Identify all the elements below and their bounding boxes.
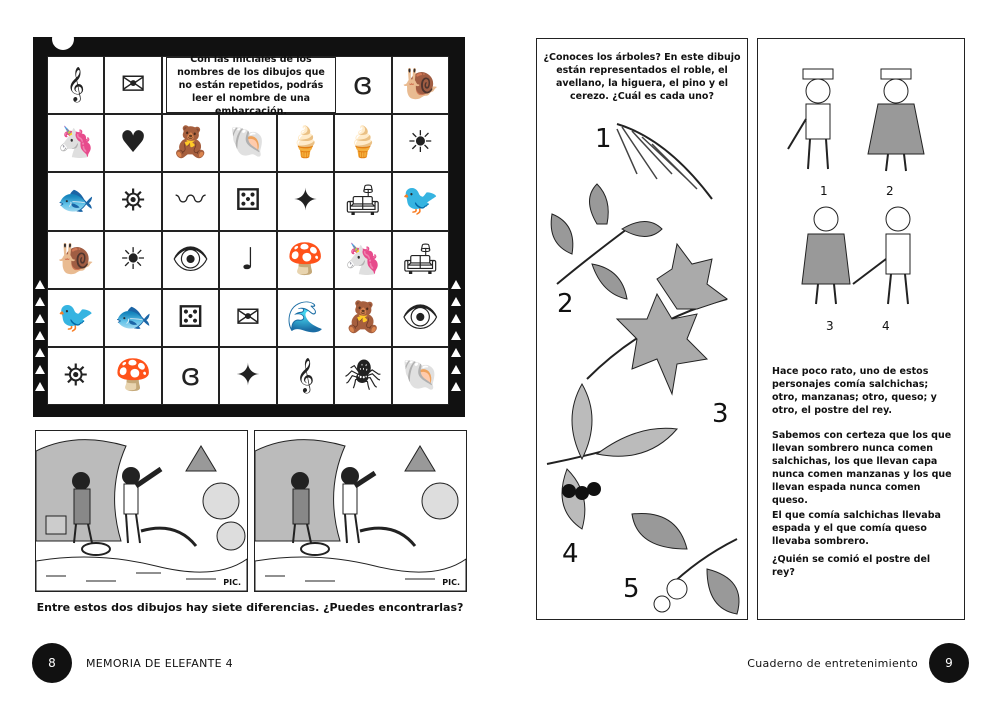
grid-cell — [219, 114, 276, 172]
wave-icon: 🌊 — [286, 299, 325, 335]
grid-cell — [219, 172, 276, 230]
page-number: 8 — [48, 656, 56, 670]
bird-icon: 🐦 — [401, 183, 439, 219]
wing-icon: 〰 — [175, 183, 206, 219]
lighthouse-icon: ⛯ — [63, 357, 88, 393]
teddy-bear-icon: 🧸 — [171, 125, 210, 161]
grid-cell — [104, 114, 161, 172]
lyre-icon: 𝄞 — [66, 67, 85, 103]
side-pattern-left — [35, 275, 47, 410]
snail-icon: 🐌 — [57, 241, 95, 277]
grid-cell — [277, 231, 334, 289]
mushroom-icon: 🍄 — [286, 241, 325, 277]
side-pattern-right — [451, 275, 463, 410]
character-number-2: 2 — [886, 184, 894, 198]
fish-icon: 🐟 — [57, 183, 95, 219]
tree-number-4: 4 — [562, 539, 579, 569]
armchair-icon: 🛋 — [401, 241, 440, 277]
lighthouse-icon: ⛯ — [121, 183, 146, 219]
signature: PIC. — [442, 578, 460, 587]
tree-number-2: 2 — [557, 289, 574, 319]
tree-number-5: 5 — [623, 574, 640, 604]
characters-panel — [757, 38, 965, 620]
grid-cell — [334, 231, 391, 289]
bird-icon: 🐦 — [57, 299, 95, 335]
mushroom-icon: 🍄 — [114, 357, 152, 393]
grid-cell — [47, 347, 104, 405]
grid-cell — [334, 114, 391, 172]
sun-icon: ☀ — [119, 241, 147, 277]
grid-cell — [277, 172, 334, 230]
snail-icon: 🐌 — [401, 67, 439, 103]
horn-icon: ɞ — [180, 357, 201, 393]
page-number-badge-left — [32, 643, 72, 683]
grid-cell — [392, 172, 449, 230]
footer-title-left: MEMORIA DE ELEFANTE 4 — [86, 657, 233, 670]
grid-cell — [277, 289, 334, 347]
grid-cell — [219, 231, 276, 289]
differences-caption: Entre estos dos dibujos hay siete diferencias. ¿Puedes encontrarlas? — [36, 601, 464, 614]
eye-icon: 👁 — [171, 241, 210, 277]
eye-icon: 👁 — [401, 299, 440, 335]
grid-cell — [334, 56, 391, 114]
cave-scene-left — [36, 431, 247, 591]
seashell-icon: 🐚 — [229, 125, 267, 161]
grid-cell — [334, 172, 391, 230]
horn-icon: ɞ — [352, 67, 373, 103]
grid-cell — [47, 172, 104, 230]
characters-illustration — [758, 59, 964, 359]
lyre-icon: 𝄞 — [296, 357, 315, 393]
grid-cell — [47, 56, 104, 114]
dice-icon: ⚄ — [234, 183, 262, 219]
grid-cell — [392, 114, 449, 172]
unicorn-icon: 🦄 — [57, 125, 95, 161]
grid-cell — [104, 172, 161, 230]
native-chief-icon: ✦ — [235, 357, 261, 393]
native-chief-icon: ✦ — [292, 183, 318, 219]
character-number-3: 3 — [826, 319, 834, 333]
characters-paragraph-3: El que comía salchichas llevaba espada y el que comía queso llevaba sombrero. — [772, 510, 941, 547]
ice-cream-icon: 🍦 — [286, 125, 325, 161]
stamp-icon: ✉ — [235, 299, 261, 335]
characters-paragraph-2: Sabemos con certeza que los que llevan sombrero nunca comen salchichas, los que llevan capa nunca comen manzanas y los que llevan espada nunca comen queso. — [772, 430, 952, 506]
grid-cell — [392, 289, 449, 347]
stamp-icon: ✉ — [120, 67, 146, 103]
tree-number-3: 3 — [712, 399, 729, 429]
grid-cell — [392, 56, 449, 114]
footer-title-right: Cuaderno de entretenimiento — [747, 657, 918, 670]
grid-cell — [162, 172, 219, 230]
grid-cell — [277, 347, 334, 405]
music-note-icon: ♩ — [240, 241, 256, 277]
grid-cell — [277, 114, 334, 172]
page-number: 9 — [945, 656, 953, 670]
grid-cell — [104, 56, 161, 114]
grid-cell — [219, 347, 276, 405]
sun-icon: ☀ — [406, 125, 434, 161]
moon-decoration — [52, 28, 74, 50]
grid-cell — [47, 289, 104, 347]
grid-cell — [392, 347, 449, 405]
spider-icon: 🕷 — [343, 357, 382, 393]
grid-cell — [162, 231, 219, 289]
grid-cell — [104, 231, 161, 289]
characters-paragraph-1: Hace poco rato, uno de estos personajes comía salchichas; otro, manzanas; otro, queso; y otro, el postre del rey. — [772, 366, 937, 416]
difference-picture-right — [254, 430, 467, 592]
trees-question: ¿Conoces los árboles? En este dibujo están representados el roble, el avellano, la higuera, el pino y el cerezo. ¿Cuál es cada uno? — [543, 52, 741, 102]
fish-icon: 🐟 — [114, 299, 152, 335]
cave-scene-right — [255, 431, 466, 591]
grid-cell — [162, 114, 219, 172]
dice-icon: ⚄ — [177, 299, 204, 335]
character-number-4: 4 — [882, 319, 890, 333]
grid-cell — [47, 231, 104, 289]
characters-question: ¿Quién se comió el postre del rey? — [772, 554, 931, 578]
seashell-icon: 🐚 — [401, 357, 439, 393]
teddy-bear-icon: 🧸 — [344, 299, 382, 335]
ice-cream-icon: 🍦 — [344, 125, 382, 161]
grid-cell — [47, 114, 104, 172]
grid-cell — [104, 347, 161, 405]
unicorn-icon: 🦄 — [344, 241, 382, 277]
character-number-1: 1 — [820, 184, 828, 198]
puzzle-instruction: Con las iniciales de los nombres de los dibujos que no están repetidos, podrás leer el nombre de una embarcación. — [166, 57, 336, 113]
grid-cell — [392, 231, 449, 289]
armchair-icon: 🛋 — [343, 183, 382, 219]
grid-cell — [162, 347, 219, 405]
grid-cell — [219, 289, 276, 347]
grid-cell — [334, 347, 391, 405]
trees-panel — [536, 38, 748, 620]
grid-cell — [104, 289, 161, 347]
page-number-badge-right — [929, 643, 969, 683]
difference-picture-left — [35, 430, 248, 592]
grid-cell — [334, 289, 391, 347]
grid-cell — [162, 289, 219, 347]
heart-icon: ♥ — [119, 125, 147, 161]
signature: PIC. — [223, 578, 241, 587]
tree-number-1: 1 — [595, 124, 612, 154]
